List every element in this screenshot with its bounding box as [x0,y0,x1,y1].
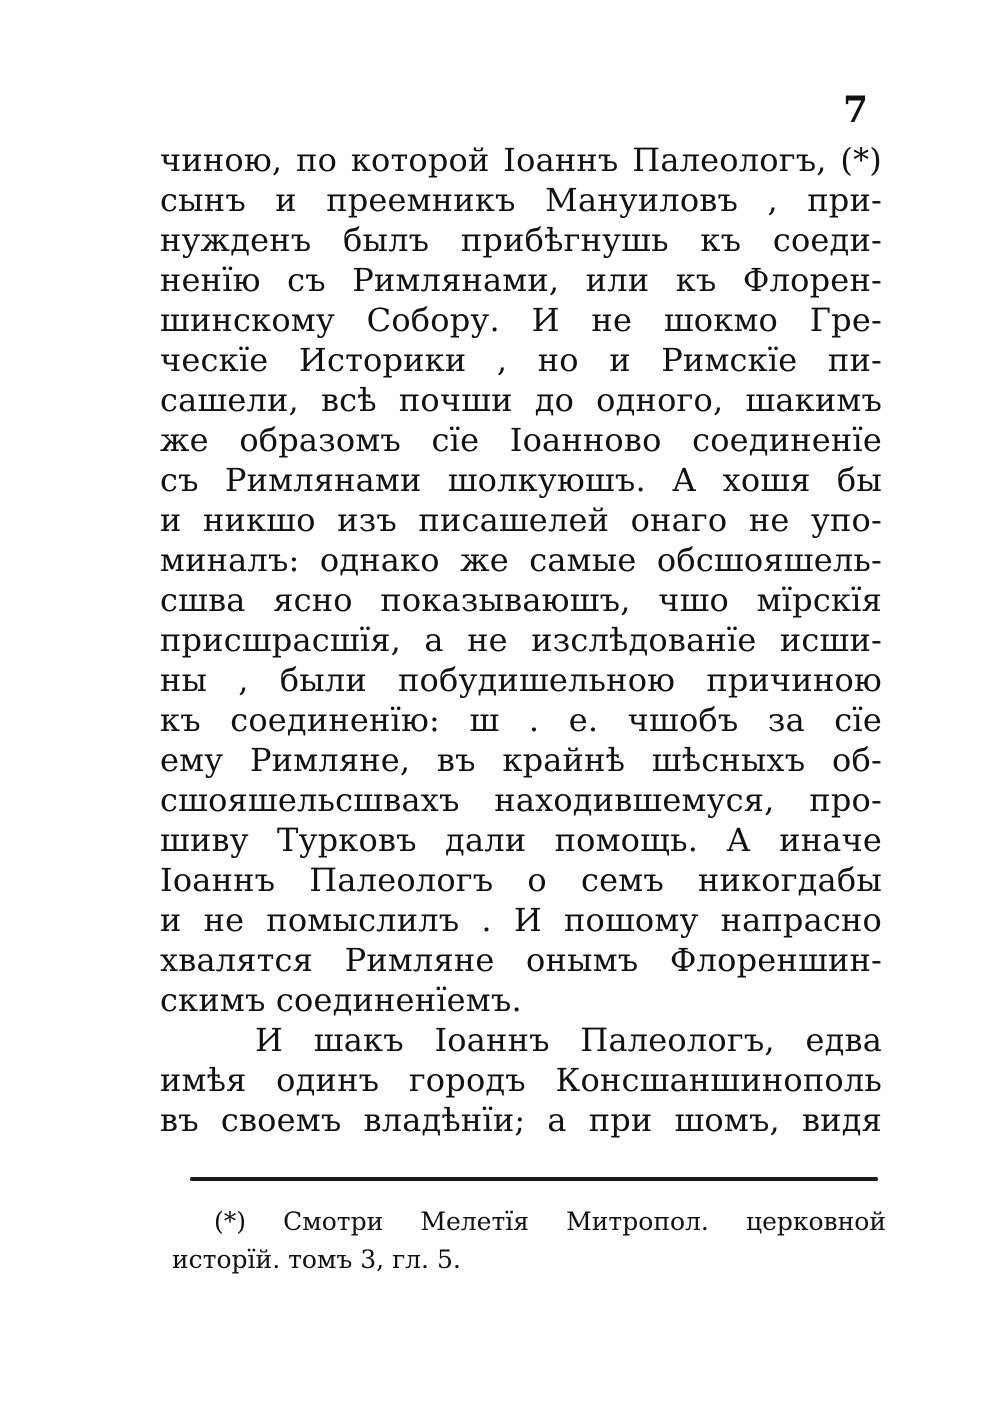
text-line: ему Римляне, въ крайнѣ шѣсныхъ об- [160,741,882,779]
text-line: и никшо изъ писашелей онаго не упо- [160,501,882,539]
text-line: имѣя одинъ городъ Консшаншинополь [160,1061,882,1099]
text-line: сашели, всѣ почши до одного, шакимъ [160,381,882,419]
text-line: къ соединенїю: ш . е. чшобъ за сїе [160,701,882,739]
text-line: ческїе Историки , но и Римскїе пи- [160,341,882,379]
text-line: ненїю съ Римлянами, или къ Флорен- [160,261,882,299]
paragraph-end-line: скимъ соединенїемъ. [160,981,522,1019]
text-line: чиною, по которой Іоаннъ Палеологъ, (*) [160,141,882,179]
footnote-divider [190,1177,878,1181]
text-line: же образомъ сїе Іоанново соединенїе [160,421,882,459]
text-line: въ своемъ владѣнїи; а при шомъ, видя [160,1101,882,1139]
text-line: шиву Турковъ дали помощь. А иначе [160,821,882,859]
main-text [160,140,882,1140]
text-line: сынъ и преемникъ Мануиловъ , при- [160,181,882,219]
text-line: хвалятся Римляне онымъ Флореншин- [160,941,882,979]
footnote [172,1203,886,1279]
page-number: 7 [843,89,869,131]
footnote-line: (*) Смотри Мелетїя Митропол. церковной [214,1207,886,1236]
footnote-line: исторїй. томъ 3, гл. 5. [172,1245,461,1274]
text-line: нужденъ былъ прибѣгнушь къ соеди- [160,221,882,259]
text-line: ны , были побудишельною причиною [160,661,882,699]
text-line: сшояшельсшвахъ находившемуся, про- [160,781,882,819]
text-line: шинскому Собору. И не шокмо Гре- [160,301,882,339]
text-line: сшва ясно показываюшъ, чшо мїрскїя [160,581,882,619]
text-line: Іоаннъ Палеологъ о семъ никогдабы [160,861,882,899]
text-line: присшрасшїя, а не изслѣдованїе исши- [160,621,882,659]
text-line: миналъ: однако же самые обсшояшель- [160,541,882,579]
paragraph-start-line: И шакъ Іоаннъ Палеологъ, едва [255,1021,882,1059]
text-line: и не помыслилъ . И пошому напрасно [160,901,882,939]
text-line: съ Римлянами шолкуюшъ. А хошя бы [160,461,882,499]
